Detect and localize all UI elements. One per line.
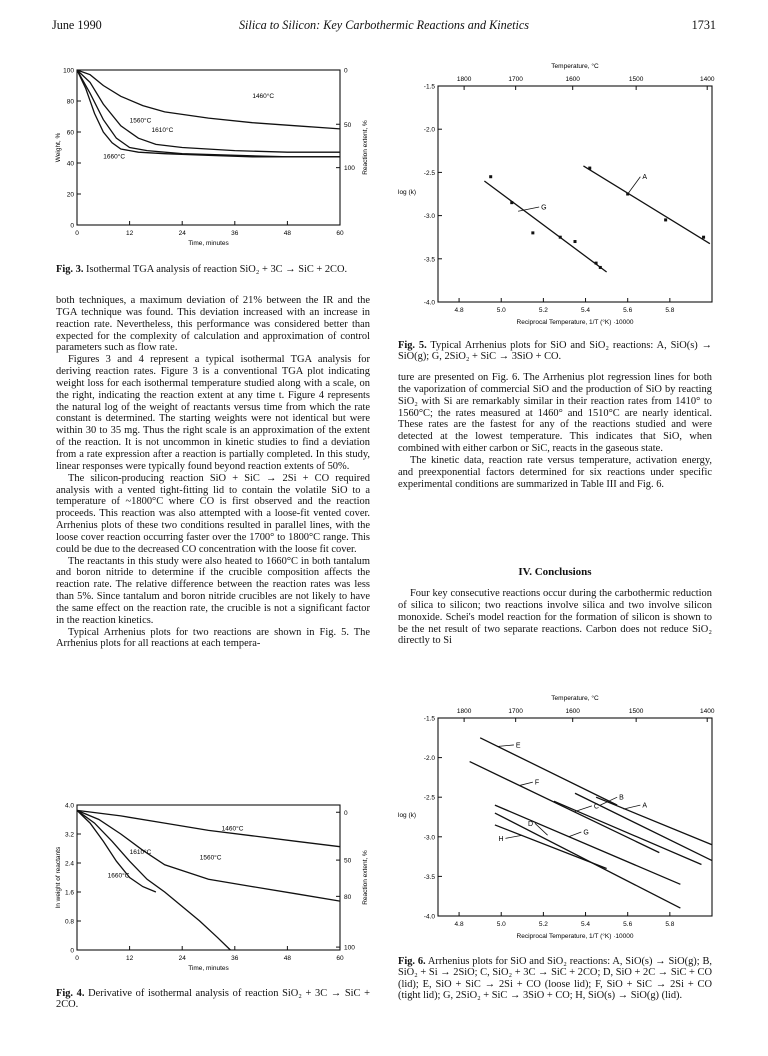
figure-6-caption (398, 956, 712, 1002)
figure-6-label: Fig. 6. (398, 956, 426, 967)
y-tick-label: 1.6 (64, 889, 74, 897)
figure-5-caption (398, 340, 712, 363)
data-point (664, 218, 667, 221)
y2-tick-label: 80 (344, 893, 352, 901)
y-tick-label: -2.0 (423, 126, 435, 134)
x-tick-label: 4.8 (454, 921, 464, 928)
right-column-text (398, 372, 712, 490)
x-tick-label: 24 (178, 230, 186, 237)
figure-5-caption-text: Typical Arrhenius plots for SiO and SiO₂ reactions: A, SiO(s) → SiO(g); G, 2SiO₂ + SiC → 3SiO + CO. (398, 340, 712, 363)
series-line (495, 825, 607, 869)
label-leader (505, 835, 522, 838)
figure-4-caption (56, 988, 370, 1011)
figure-6-caption-text: Arrhenius plots for SiO and SiO₂ reactions: A, SiO(s) → SiO(g); B, SiO₂ + Si → 2SiO; C, SiO₂ + 3C → SiC + 2CO; D, SiO + 2C → SiC + CO (lid); E, SiO + SiC → 2Si + CO (loose lid); F, SiO + SiC → 2Si + CO (tight lid); G, 2SiO₂ + SiC → 3SiO + CO; H, SiO(s) → SiO(g) (lid). (398, 956, 713, 1002)
y-tick-label: 80 (66, 98, 74, 106)
y2-tick-label: 100 (344, 944, 355, 952)
y-tick-label: 40 (66, 160, 74, 168)
x-tick-label: 48 (283, 955, 292, 962)
figure-3-chart (40, 60, 370, 250)
paragraph: ture are presented on Fig. 6. The Arrhenius plot regression lines for both the vaporization of commercial SiO and the production of SiO by reacting SiO₂ with Si are remarkably similar in their reaction rates from 1410° to 1560°C; the rates measured at 1460° and 1510°C are nearly identical. These rates are the fastest for any of the reactions studied and were detected at the lowest temperature. This indicates that SiO, when combined with either carbon or SiC, reacts in the gaseous state. (398, 372, 712, 455)
series-line (77, 70, 340, 157)
x-tick-label: 4.8 (454, 307, 464, 314)
figure-5-chart (390, 56, 720, 334)
x-tick-label: 5.2 (538, 921, 548, 928)
x-tick-label: 0 (75, 230, 79, 237)
header-date: June 1990 (52, 18, 102, 32)
x-axis-label: Reciprocal Temperature, 1/T (°K) ·10000 (516, 319, 634, 326)
series-label: G (541, 204, 547, 212)
top-axis-label: Temperature, °C (551, 63, 599, 70)
series-label: G (583, 829, 589, 837)
y2-tick-label: 50 (344, 857, 352, 865)
label-leader (623, 805, 640, 809)
header-title: Silica to Silicon: Key Carbothermic Reactions and Kinetics (238, 18, 530, 32)
paragraph: The kinetic data, reaction rate versus temperature, activation energy, and preexponential factors determined for six reactions under specific experimental conditions are summarized in Table III and Fig. 6. (398, 454, 712, 490)
y-tick-label: -3.0 (423, 213, 435, 221)
x-tick-label: 24 (178, 955, 186, 962)
data-point (595, 262, 598, 265)
series-label: 1460°C (221, 825, 244, 833)
x-tick-label: 0 (75, 955, 79, 962)
conclusion-text (398, 588, 712, 647)
figure-4-chart (40, 795, 370, 987)
data-point (702, 236, 705, 239)
y-tick-label: 20 (66, 191, 74, 199)
y2-tick-label: 100 (344, 165, 355, 173)
series-label: A (642, 174, 648, 182)
series-label: E (515, 742, 521, 750)
series-label: H (498, 835, 504, 843)
running-header (52, 18, 716, 36)
y-tick-label: -4.0 (423, 299, 435, 307)
data-point (531, 231, 534, 234)
figure-3-caption-text: Isothermal TGA analysis of reaction SiO₂ + 3C → SiC + 2CO. (86, 264, 348, 275)
x-tick-label: 60 (336, 955, 344, 962)
label-leader (575, 806, 592, 812)
figure-4-caption-text: Derivative of isothermal analysis of reaction SiO₂ + 3C → SiC + 2CO. (56, 988, 370, 1011)
section-heading: IV. Conclusions (518, 566, 592, 578)
data-point (588, 167, 591, 170)
top-tick-label: 1700 (508, 708, 523, 715)
x-tick-label: 48 (283, 230, 292, 237)
paragraph: both techniques, a maximum deviation of 21% between the IR and the TGA technique was found. This deviation increased with an increase in reaction rate. Nevertheless, this performance was considered better than expected for the complexity of calculation and approximation of control parameters such as flow rate. (56, 295, 370, 354)
y-axis-label: log (k) (398, 189, 417, 196)
y-axis-label: ln weight of reactants (55, 846, 62, 909)
series-label: D (527, 820, 534, 828)
top-tick-label: 1800 (456, 76, 472, 83)
y-tick-label: 60 (66, 129, 74, 137)
x-tick-label: 12 (125, 955, 134, 962)
data-point (559, 236, 562, 239)
y2-tick-label: 50 (344, 121, 352, 129)
y-tick-label: -1.5 (423, 715, 435, 723)
figure-3-caption (56, 264, 370, 275)
y2-axis-label: Reaction extent, % (362, 120, 369, 175)
series-label: A (642, 802, 648, 810)
series-line (480, 738, 617, 805)
x-tick-label: 5.8 (665, 921, 675, 928)
paragraph: Four key consecutive reactions occur during the carbothermic reduction of silica to silicon; two reactions involve silica and two involve silicon monoxide. Schei's model reaction for the formation of silicon is shown to be the net result of two separate reactions. Carbon does not reduce SiO₂ directly to Si (398, 588, 712, 647)
top-tick-label: 1700 (508, 76, 523, 83)
series-label: 1610°C (129, 848, 152, 856)
figure-4-label: Fig. 4. (56, 988, 85, 999)
series-label: C (593, 803, 599, 811)
series-label: 1660°C (107, 872, 130, 880)
series-label: B (619, 794, 624, 802)
series-label: 1610°C (151, 127, 174, 134)
label-leader (497, 745, 514, 747)
y-tick-label: 0 (70, 222, 74, 230)
y-tick-label: 4.0 (64, 802, 74, 810)
figure-5-label: Fig. 5. (398, 340, 427, 351)
y-tick-label: -2.5 (423, 794, 435, 802)
paragraph: Figures 3 and 4 represent a typical isothermal TGA analysis for deriving reaction rates. Figure 3 is a conventional TGA plot indicating weight loss for each isothermal temperature studied along with a scale, on the right, indicating the reaction extent at any time t. Figure 4 represents the natural log of the weight of reactants versus time from which the rate constant is determined. The starting weights were not identical but were within 30 to 35 mg. Thus the right scale is an approximation of the extent of the reaction. It is not uncommon in kinetic studies to find a deviation from a rate expression after a reaction is partially completed. In this study, linear responses were typically found beyond reaction extents of 50%. (56, 354, 370, 472)
y-axis-label: log (k) (398, 812, 417, 819)
top-tick-label: 1500 (628, 708, 644, 715)
x-tick-label: 12 (125, 230, 134, 237)
top-tick-label: 1600 (565, 76, 580, 83)
top-tick-label: 1600 (565, 708, 580, 715)
series-line (77, 70, 340, 152)
data-point (489, 175, 492, 178)
regression-line (484, 181, 606, 272)
x-tick-label: 5.0 (496, 921, 506, 928)
y-tick-label: -3.0 (423, 834, 435, 842)
paragraph: Typical Arrhenius plots for two reactions are shown in Fig. 5. The Arrhenius plots for all reactions at each tempera- (56, 626, 370, 650)
x-tick-label: 5.6 (623, 921, 633, 928)
label-leader (520, 782, 533, 785)
x-tick-label: 5.0 (496, 307, 506, 314)
y2-tick-label: 0 (344, 809, 348, 817)
series-line (593, 794, 712, 845)
top-tick-label: 1800 (456, 708, 472, 715)
label-leader (569, 832, 582, 837)
series-label: F (534, 779, 540, 787)
x-tick-label: 60 (336, 230, 344, 237)
paragraph: The reactants in this study were also heated to 1660°C in both tantalum and boron nitride to determine if the crucible composition affects the reaction rate. The relative difference between the reaction rates was less than 5%. Since tantalum and boron nitride crucibles are not likely to have the same effect on the reaction rate, the crucible is not a significant factor in the reaction kinetics. (56, 555, 370, 626)
data-point (510, 201, 513, 204)
x-tick-label: 36 (231, 955, 239, 962)
x-tick-label: 5.8 (665, 307, 675, 314)
y-axis-label: Weight, % (55, 132, 62, 163)
plot-frame (438, 718, 712, 916)
top-tick-label: 1500 (628, 76, 644, 83)
figure-6-chart (390, 688, 720, 956)
y-tick-label: -3.5 (423, 873, 435, 881)
label-leader (628, 177, 641, 194)
data-point (599, 266, 602, 269)
y-tick-label: 0.8 (64, 918, 74, 926)
x-tick-label: 5.4 (581, 921, 591, 928)
x-tick-label: 5.6 (623, 307, 633, 314)
series-line (77, 810, 340, 846)
y-tick-label: -1.5 (423, 83, 435, 91)
page-number: 1731 (691, 18, 716, 32)
y-tick-label: 2.4 (64, 860, 74, 868)
plot-frame (438, 86, 712, 302)
series-line (495, 802, 680, 884)
y-tick-label: -3.5 (423, 256, 435, 264)
series-label: 1560°C (199, 854, 222, 862)
top-tick-label: 1400 (699, 76, 715, 83)
series-line (77, 70, 340, 157)
top-axis-label: Temperature, °C (551, 695, 599, 702)
top-tick-label: 1400 (699, 708, 715, 715)
series-line (77, 810, 230, 950)
y-tick-label: -2.0 (423, 755, 435, 763)
y-tick-label: -4.0 (423, 913, 435, 921)
data-point (574, 240, 577, 243)
x-tick-label: 5.4 (581, 307, 591, 314)
series-label: 1460°C (252, 92, 275, 100)
paragraph: The silicon-producing reaction SiO + SiC → 2Si + CO required analysis with a vented tight-fitting lid to contain the volatile SiO to a temperature of ~1800°C where CO is first observed and the reaction proceeds. This reaction was also attempted with a loose-fit vented cover. Arrhenius plots of these two conditions resulted in parallel lines, with the loose cover reaction occurring faster over the 1700° to 1800°C range. This could be due to the decreased CO concentration with the loose fit cover. (56, 472, 370, 555)
series-label: 1660°C (103, 153, 126, 161)
x-tick-label: 5.2 (538, 307, 548, 314)
figure-3-label: Fig. 3. (56, 264, 84, 275)
series-label: 1560°C (129, 117, 152, 125)
y-tick-label: 0 (70, 947, 74, 955)
x-axis-label: Time, minutes (188, 965, 229, 972)
x-axis-label: Reciprocal Temperature, 1/T (°K) ·10000 (516, 933, 634, 940)
y2-tick-label: 0 (344, 67, 348, 75)
y-tick-label: -2.5 (423, 169, 435, 177)
x-tick-label: 36 (231, 230, 239, 237)
y-tick-label: 100 (63, 67, 74, 75)
x-axis-label: Time, minutes (188, 240, 229, 247)
y2-axis-label: Reaction extent, % (362, 850, 369, 905)
y-tick-label: 3.2 (64, 831, 74, 839)
left-column-text (56, 295, 370, 650)
